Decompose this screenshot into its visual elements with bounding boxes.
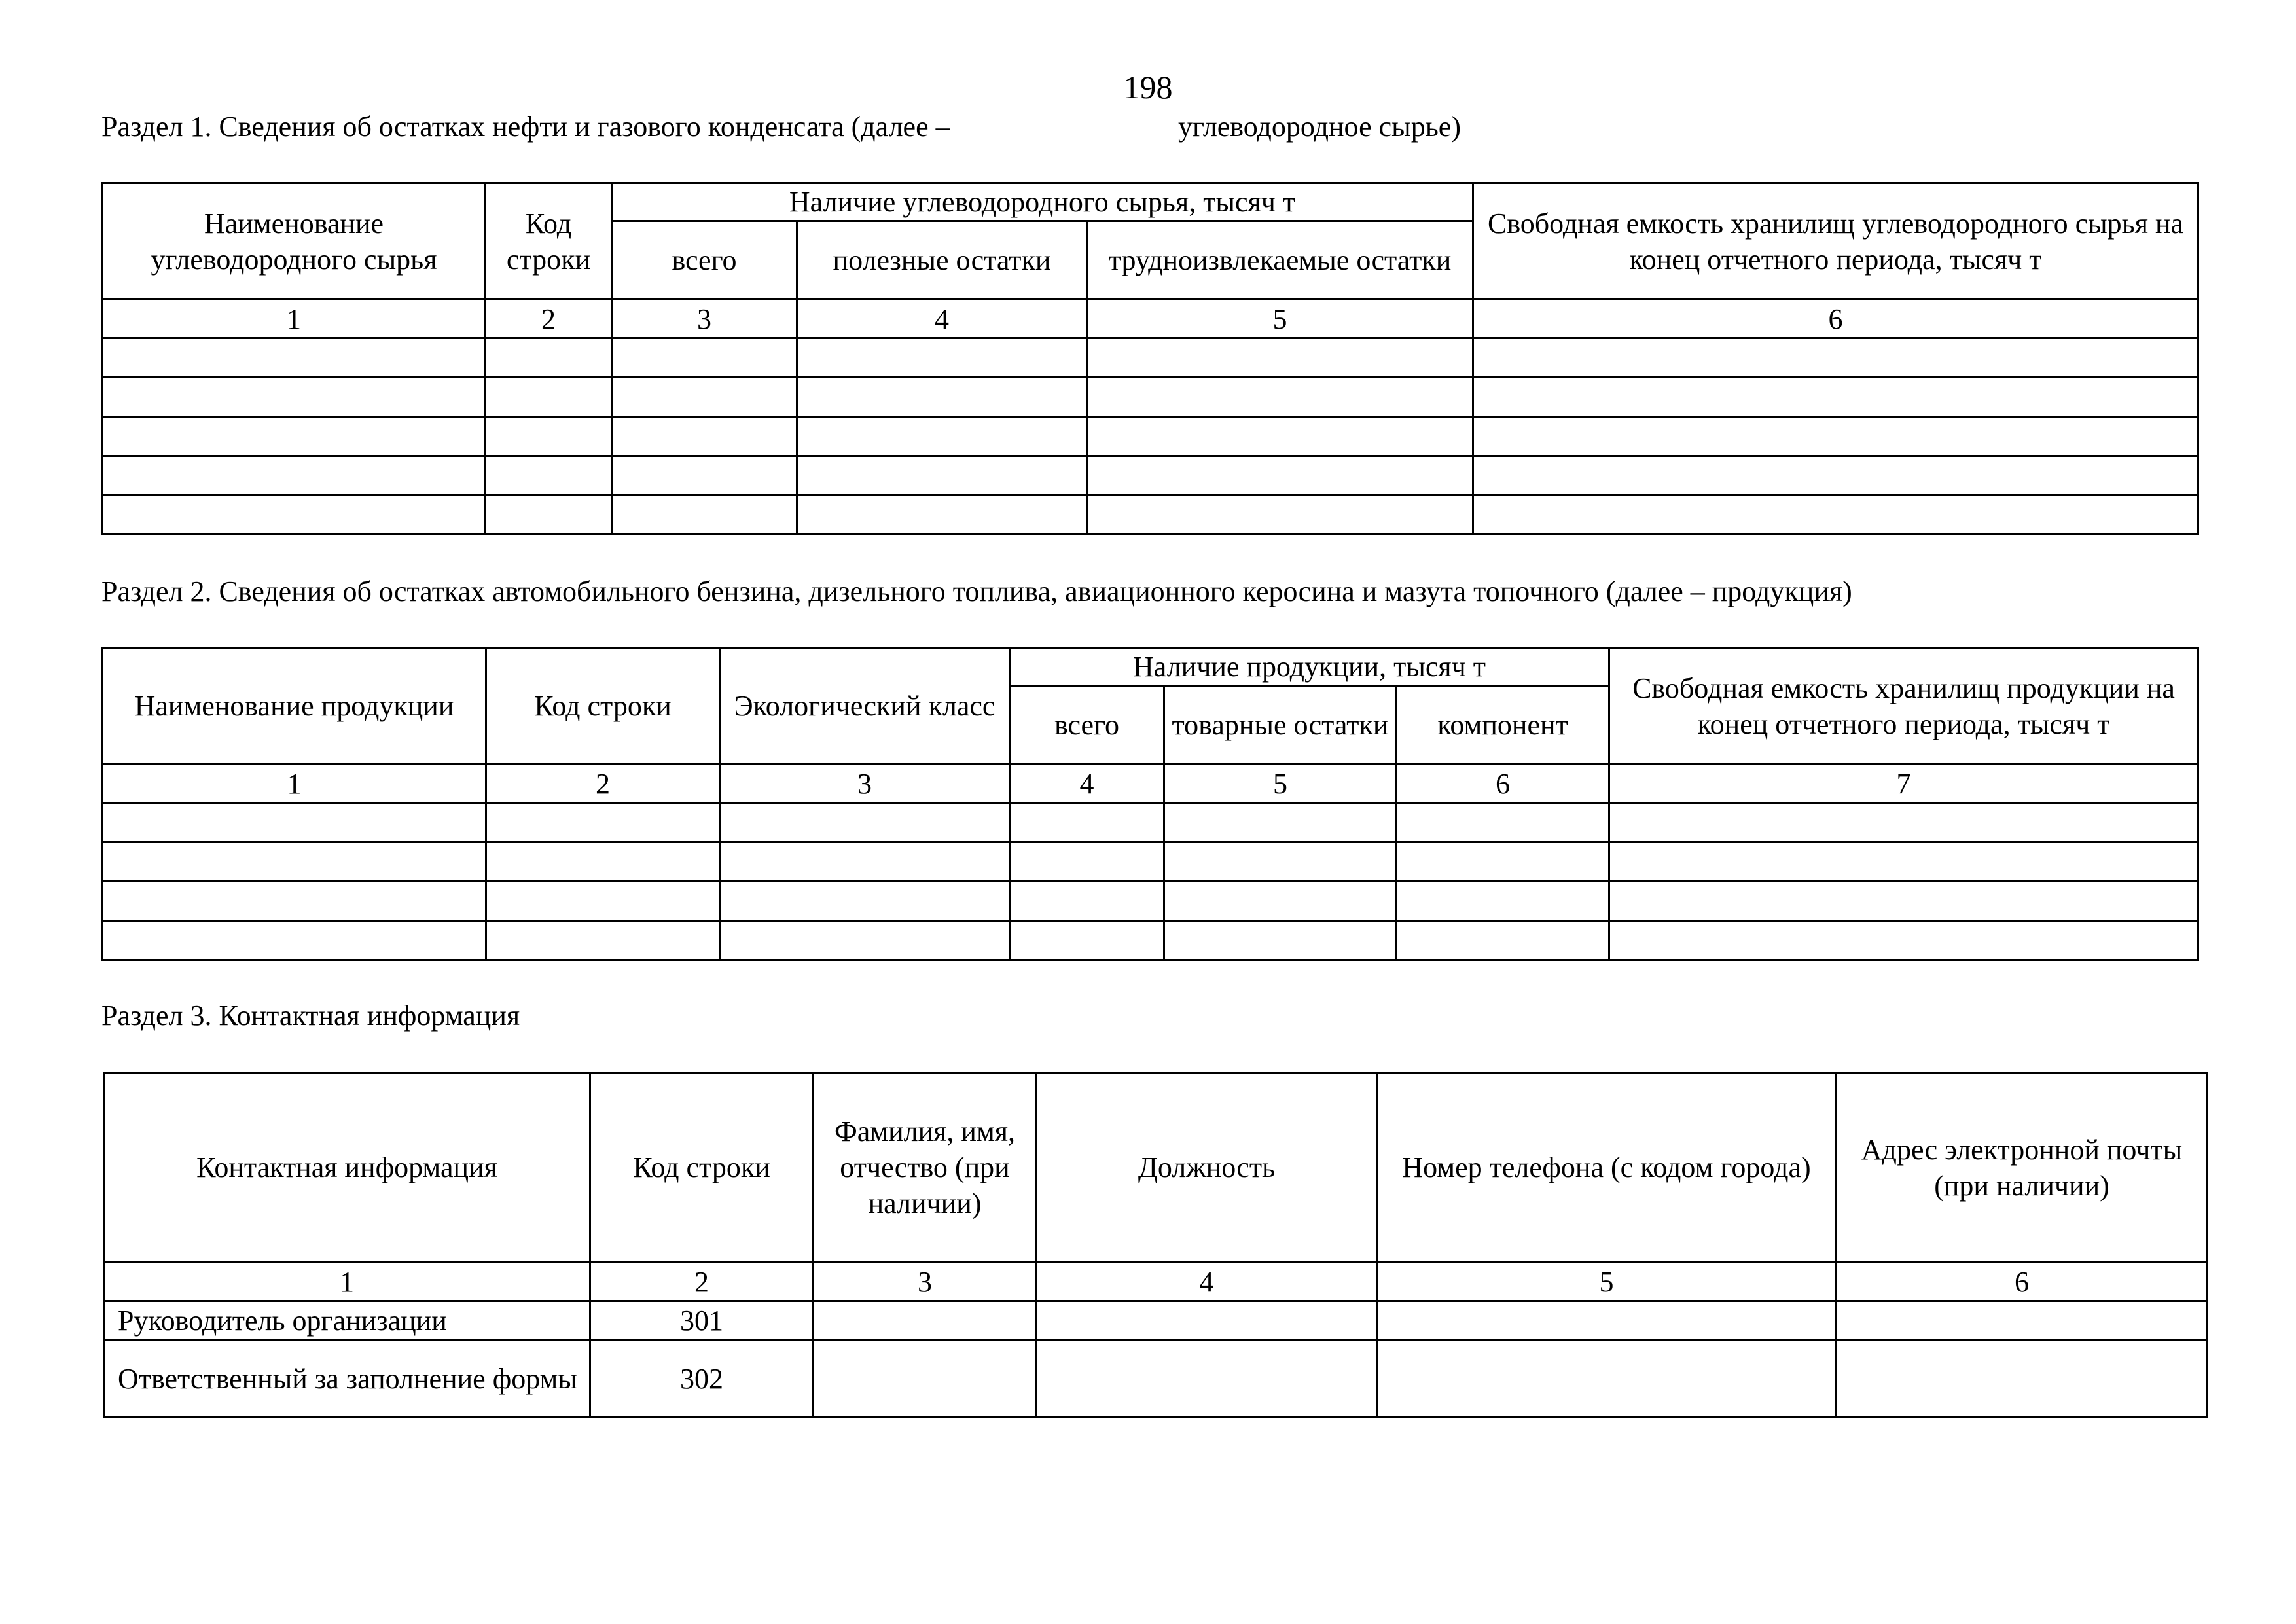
column-number: 4 bbox=[1037, 1263, 1377, 1301]
table-cell[interactable] bbox=[720, 803, 1010, 842]
table-cell[interactable] bbox=[1609, 921, 2198, 960]
header-name: Наименование продукции bbox=[103, 648, 486, 765]
header-code: Код строки bbox=[486, 648, 720, 765]
header-capacity: Свободная емкость хранилищ продукции на конец отчетного периода, тысяч т bbox=[1609, 648, 2198, 765]
table-row bbox=[103, 417, 2198, 456]
header-name: Наименование углеводородного сырья bbox=[103, 183, 486, 300]
header-contact: Контактная информация bbox=[104, 1073, 590, 1263]
section1-title-continuation: углеводородное сырье) bbox=[1178, 111, 1461, 143]
table-cell[interactable] bbox=[1837, 1341, 2208, 1417]
header-position: Должность bbox=[1037, 1073, 1377, 1263]
header-component: компонент bbox=[1397, 686, 1609, 765]
table-cell[interactable] bbox=[612, 496, 797, 535]
table-cell[interactable] bbox=[1010, 842, 1164, 882]
table-cell[interactable] bbox=[1837, 1301, 2208, 1341]
table-row bbox=[103, 496, 2198, 535]
header-availability: Наличие углеводородного сырья, тысяч т bbox=[612, 183, 1473, 221]
column-number: 7 bbox=[1609, 765, 2198, 803]
column-number: 2 bbox=[486, 300, 612, 338]
section3-table bbox=[103, 1072, 2208, 1418]
table-cell[interactable] bbox=[612, 378, 797, 417]
table-cell[interactable] bbox=[720, 842, 1010, 882]
table-cell[interactable] bbox=[1397, 842, 1609, 882]
header-code: Код строки bbox=[486, 183, 612, 300]
table-cell[interactable] bbox=[103, 338, 486, 378]
table-row bbox=[103, 842, 2198, 882]
header-code: Код строки bbox=[590, 1073, 814, 1263]
table-cell[interactable] bbox=[612, 417, 797, 456]
table-cell[interactable] bbox=[1473, 417, 2198, 456]
table-cell[interactable] bbox=[720, 921, 1010, 960]
section2-table bbox=[101, 647, 2199, 961]
table-cell[interactable] bbox=[1164, 921, 1397, 960]
table-cell[interactable] bbox=[1473, 456, 2198, 496]
table-row bbox=[103, 921, 2198, 960]
table-cell[interactable] bbox=[1473, 496, 2198, 535]
table-cell[interactable] bbox=[797, 378, 1087, 417]
table-cell[interactable] bbox=[486, 378, 612, 417]
table-cell[interactable] bbox=[1087, 417, 1473, 456]
table-cell[interactable] bbox=[1164, 842, 1397, 882]
column-number: 5 bbox=[1087, 300, 1473, 338]
table-cell[interactable] bbox=[486, 842, 720, 882]
table-cell[interactable] bbox=[797, 496, 1087, 535]
row-code: 301 bbox=[590, 1301, 814, 1341]
table-cell[interactable] bbox=[1164, 882, 1397, 921]
table-cell[interactable] bbox=[103, 417, 486, 456]
table-cell[interactable] bbox=[103, 921, 486, 960]
section3-title: Раздел 3. Контактная информация bbox=[101, 1000, 520, 1032]
column-number: 5 bbox=[1164, 765, 1397, 803]
table-cell[interactable] bbox=[1473, 378, 2198, 417]
header-total: всего bbox=[1010, 686, 1164, 765]
table-cell[interactable] bbox=[1609, 803, 2198, 842]
section1-title: Раздел 1. Сведения об остатках нефти и газового конденсата (далее – bbox=[101, 111, 950, 143]
table-cell[interactable] bbox=[1397, 803, 1609, 842]
row-code: 302 bbox=[590, 1341, 814, 1417]
column-number: 5 bbox=[1377, 1263, 1837, 1301]
column-number: 6 bbox=[1473, 300, 2198, 338]
table-cell[interactable] bbox=[486, 417, 612, 456]
column-number: 3 bbox=[612, 300, 797, 338]
table-cell[interactable] bbox=[486, 338, 612, 378]
row-label: Руководитель организации bbox=[104, 1301, 590, 1341]
table-cell[interactable] bbox=[814, 1301, 1037, 1341]
table-cell[interactable] bbox=[103, 496, 486, 535]
table-cell[interactable] bbox=[486, 803, 720, 842]
table-cell[interactable] bbox=[1609, 842, 2198, 882]
table-cell[interactable] bbox=[1010, 921, 1164, 960]
table-row bbox=[104, 1301, 2208, 1341]
table-cell[interactable] bbox=[797, 417, 1087, 456]
row-label: Ответственный за заполнение формы bbox=[104, 1341, 590, 1417]
table-cell[interactable] bbox=[486, 921, 720, 960]
header-capacity: Свободная емкость хранилищ углеводородного сырья на конец отчетного периода, тысяч т bbox=[1473, 183, 2198, 300]
table-cell[interactable] bbox=[720, 882, 1010, 921]
table-row bbox=[103, 456, 2198, 496]
table-row bbox=[103, 803, 2198, 842]
table-cell[interactable] bbox=[1377, 1301, 1837, 1341]
column-number: 6 bbox=[1837, 1263, 2208, 1301]
table-cell[interactable] bbox=[1010, 803, 1164, 842]
table-cell[interactable] bbox=[103, 842, 486, 882]
table-row bbox=[103, 338, 2198, 378]
header-email: Адрес электронной почты (при наличии) bbox=[1837, 1073, 2208, 1263]
table-row bbox=[103, 882, 2198, 921]
header-useful: полезные остатки bbox=[797, 221, 1087, 300]
table-cell[interactable] bbox=[486, 882, 720, 921]
header-eco-class: Экологический класс bbox=[720, 648, 1010, 765]
table-cell[interactable] bbox=[103, 882, 486, 921]
table-cell[interactable] bbox=[1609, 882, 2198, 921]
header-hard: трудноизвлекаемые остатки bbox=[1087, 221, 1473, 300]
header-fio: Фамилия, имя, отчество (при наличии) bbox=[814, 1073, 1037, 1263]
table-cell[interactable] bbox=[103, 456, 486, 496]
table-cell[interactable] bbox=[1087, 456, 1473, 496]
header-availability: Наличие продукции, тысяч т bbox=[1010, 648, 1609, 686]
column-number: 3 bbox=[814, 1263, 1037, 1301]
table-row bbox=[103, 378, 2198, 417]
table-cell[interactable] bbox=[1377, 1341, 1837, 1417]
table-cell[interactable] bbox=[486, 456, 612, 496]
table-cell[interactable] bbox=[797, 456, 1087, 496]
column-number: 3 bbox=[720, 765, 1010, 803]
column-number: 1 bbox=[103, 300, 486, 338]
table-row bbox=[104, 1341, 2208, 1417]
table-cell[interactable] bbox=[1397, 921, 1609, 960]
column-number: 4 bbox=[797, 300, 1087, 338]
column-number: 2 bbox=[486, 765, 720, 803]
column-number: 1 bbox=[104, 1263, 590, 1301]
page-number: 198 bbox=[1123, 69, 1173, 105]
table-cell[interactable] bbox=[1473, 338, 2198, 378]
column-number: 4 bbox=[1010, 765, 1164, 803]
table-cell[interactable] bbox=[1164, 803, 1397, 842]
table-cell[interactable] bbox=[1087, 338, 1473, 378]
table-cell[interactable] bbox=[486, 496, 612, 535]
table-cell[interactable] bbox=[1397, 882, 1609, 921]
header-total: всего bbox=[612, 221, 797, 300]
table-cell[interactable] bbox=[1037, 1341, 1377, 1417]
table-cell[interactable] bbox=[103, 803, 486, 842]
section2-title: Раздел 2. Сведения об остатках автомобильного бензина, дизельного топлива, авиационного керосина и мазута топочного (далее – продукция) bbox=[101, 575, 1852, 607]
column-number: 6 bbox=[1397, 765, 1609, 803]
table-cell[interactable] bbox=[814, 1341, 1037, 1417]
section1-table bbox=[101, 182, 2199, 535]
header-phone: Номер телефона (с кодом города) bbox=[1377, 1073, 1837, 1263]
table-cell[interactable] bbox=[1087, 496, 1473, 535]
table-cell[interactable] bbox=[1037, 1301, 1377, 1341]
table-cell[interactable] bbox=[103, 378, 486, 417]
table-cell[interactable] bbox=[1010, 882, 1164, 921]
table-cell[interactable] bbox=[797, 338, 1087, 378]
table-cell[interactable] bbox=[612, 456, 797, 496]
column-number: 1 bbox=[103, 765, 486, 803]
column-number: 2 bbox=[590, 1263, 814, 1301]
table-cell[interactable] bbox=[1087, 378, 1473, 417]
table-cell[interactable] bbox=[612, 338, 797, 378]
header-commodity: товарные остатки bbox=[1164, 686, 1397, 765]
